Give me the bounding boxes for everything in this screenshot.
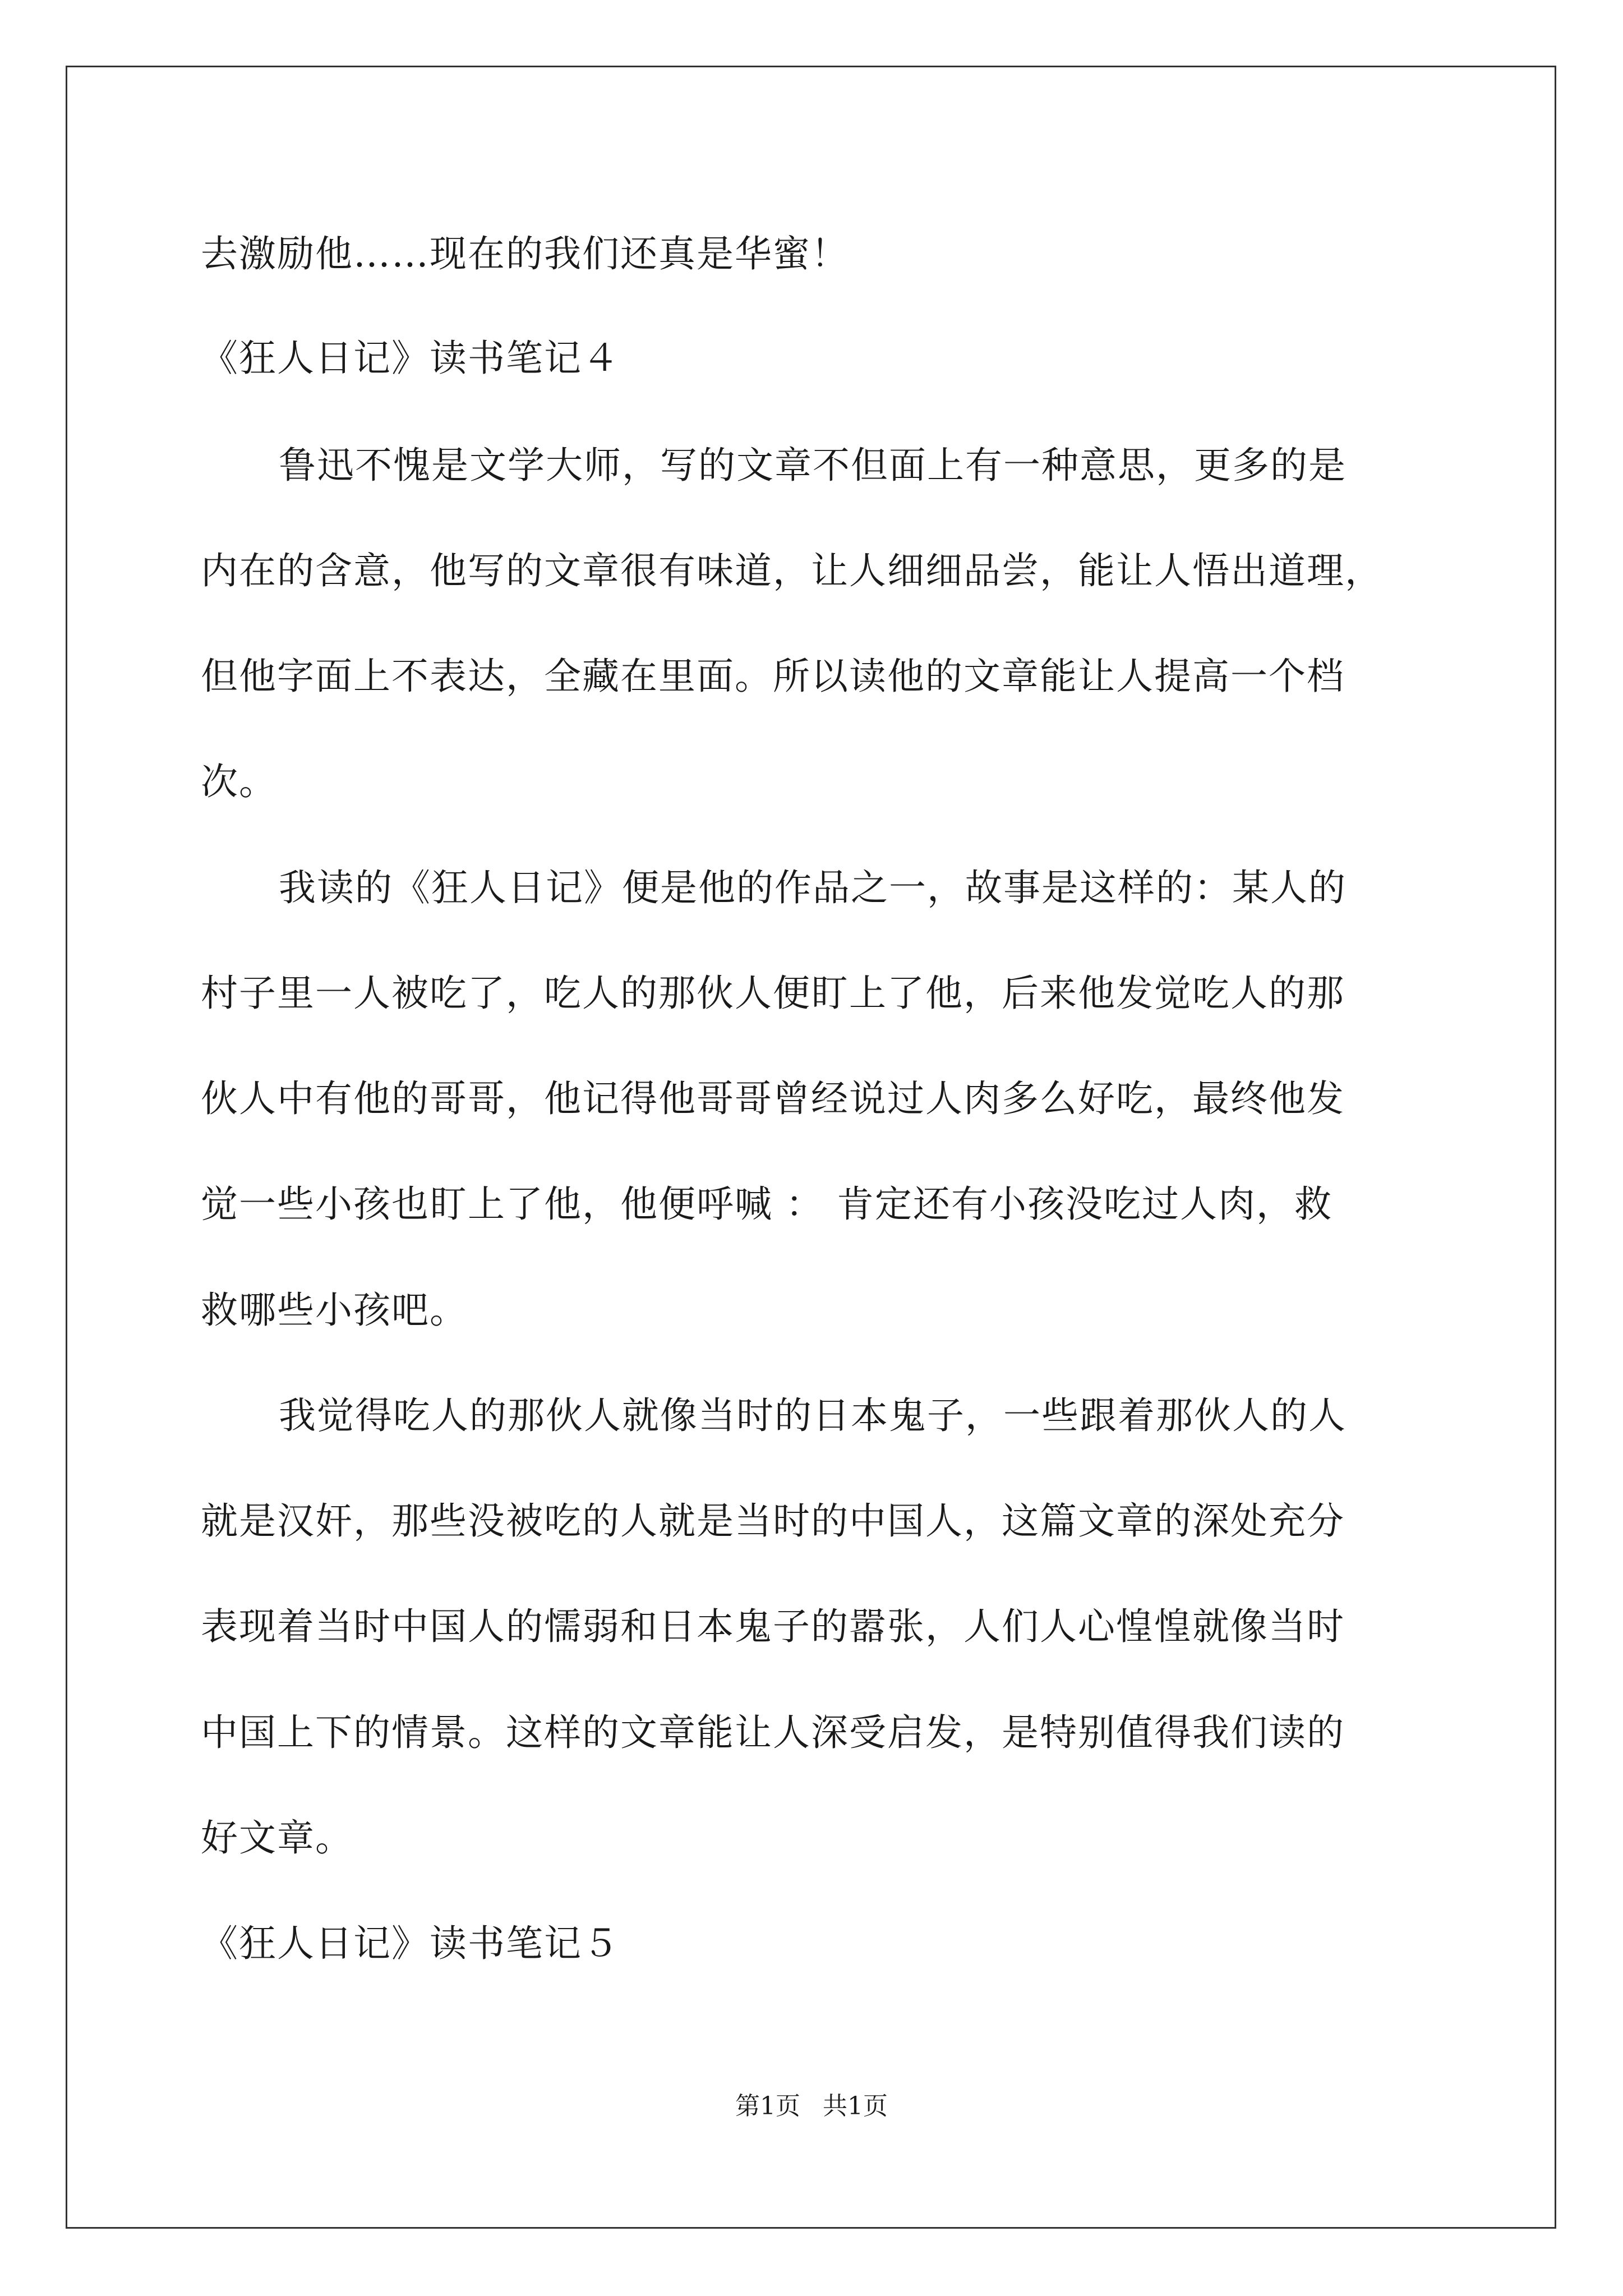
paragraph-line: 我觉得吃人的那伙人就像当时的日本鬼子，一些跟着那伙人的人 [279, 1394, 1347, 1437]
page-number: 第1页 [735, 2092, 800, 2120]
paragraph-line: 伙人中有他的哥哥，他记得他哥哥曾经说过人肉多么好吃，最终他发 [201, 1077, 1345, 1120]
paragraph-line: 但他字面上不表达，全藏在里面。所以读他的文章能让人提高一个档 [201, 655, 1345, 698]
page-border [66, 66, 1556, 2229]
paragraph-line: 内在的含意，他写的文章很有味道，让人细细品尝，能让人悟出道理， [201, 549, 1383, 592]
page-footer [0, 2094, 1623, 2119]
paragraph-line: 我读的《狂人日记》便是他的作品之一，故事是这样的：某人的 [279, 866, 1347, 909]
paragraph-line: 救哪些小孩吧。 [201, 1289, 468, 1332]
paragraph-line: 中国上下的情景。这样的文章能让人深受启发，是特别值得我们读的 [201, 1711, 1345, 1754]
paragraph-line: 村子里一人被吃了，吃人的那伙人便盯上了他，后来他发觉吃人的那 [201, 972, 1345, 1015]
paragraph-line: 觉一些小孩也盯上了他，他便呼喊 ： 肯定还有小孩没吃过人肉，救 [201, 1182, 1332, 1226]
paragraph-line: 次。 [201, 760, 277, 803]
paragraph-line: 鲁迅不愧是文学大师，写的文章不但面上有一种意思，更多的是 [279, 444, 1347, 487]
paragraph-line: 好文章。 [201, 1816, 353, 1860]
paragraph-line: 就是汉奸，那些没被吃的人就是当时的中国人，这篇文章的深处充分 [201, 1499, 1345, 1543]
section-heading-4: 《狂人日记》读书笔记４ [201, 337, 620, 380]
section-heading-5: 《狂人日记》读书笔记５ [201, 1922, 620, 1965]
paragraph-line: 去激励他……现在的我们还真是华蜜！ [201, 232, 849, 275]
paragraph-line: 表现着当时中国人的懦弱和日本鬼子的嚣张，人们人心惶惶就像当时 [201, 1605, 1345, 1648]
page-total: 共1页 [823, 2092, 888, 2120]
